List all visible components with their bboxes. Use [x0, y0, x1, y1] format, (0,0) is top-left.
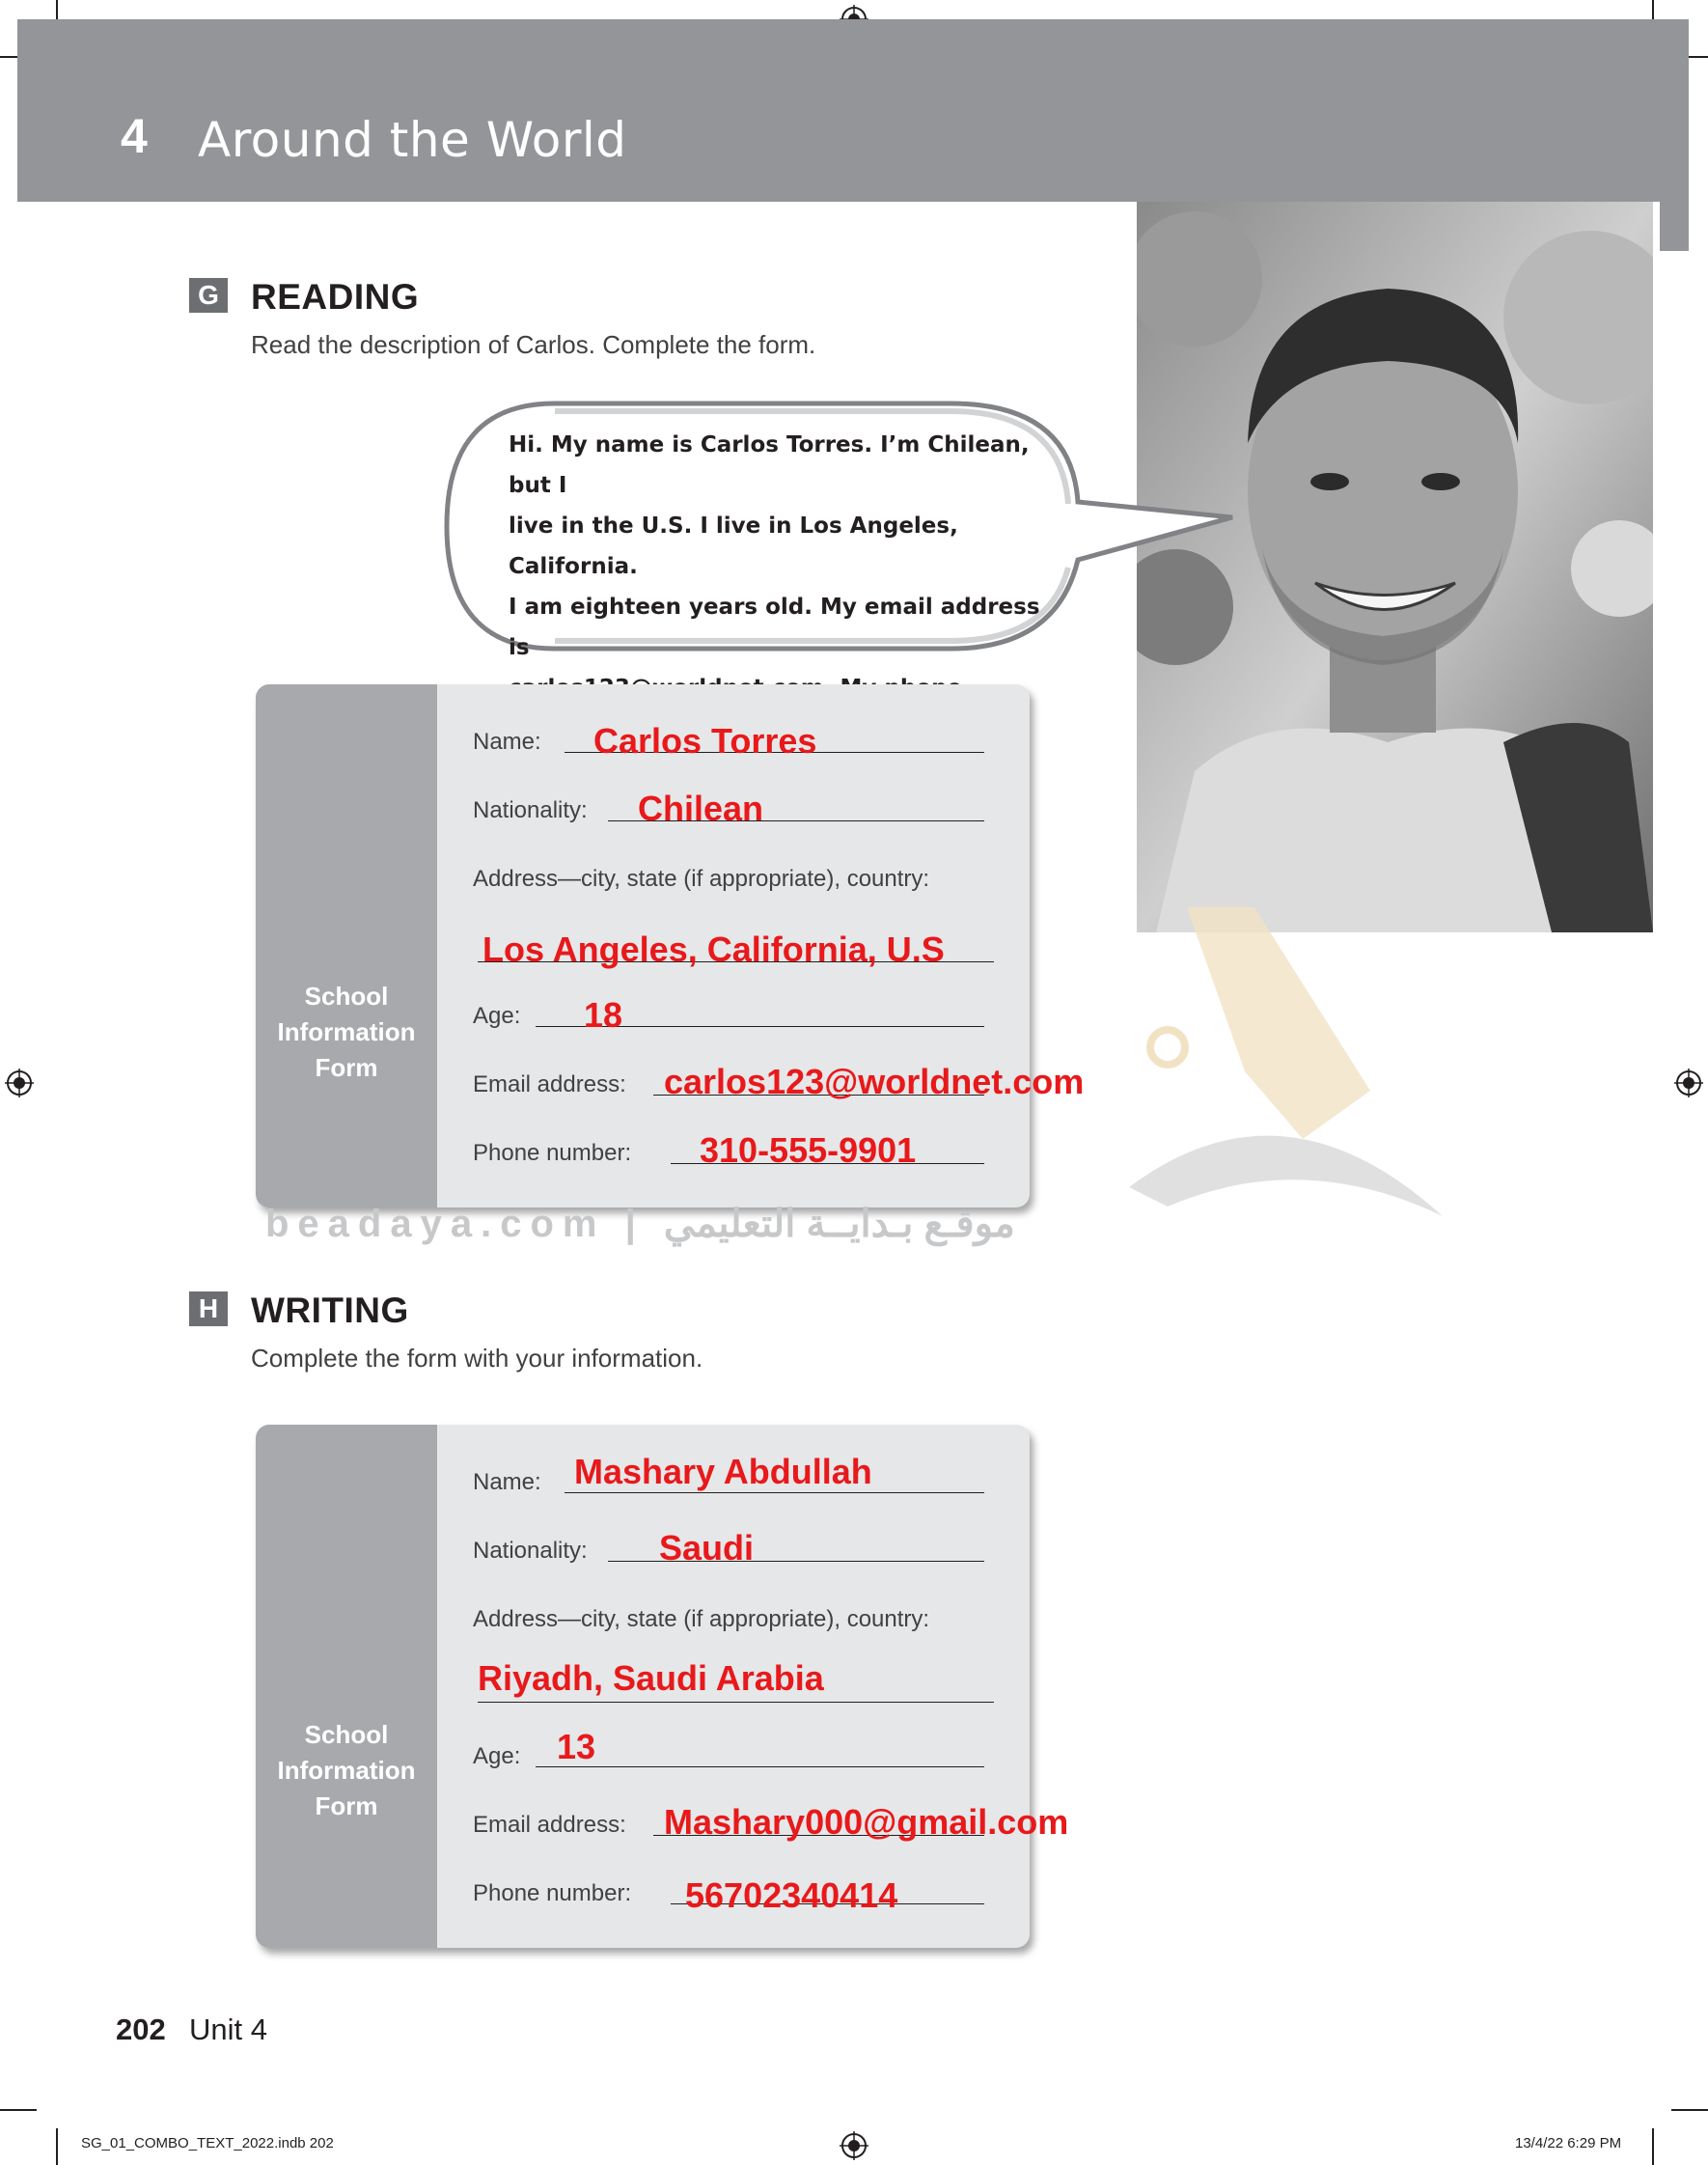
name-label: Name:	[473, 1469, 541, 1495]
address-label: Address—city, state (if appropriate), country:	[473, 1606, 930, 1632]
print-slug: SG_01_COMBO_TEXT_2022.indb 202	[81, 2135, 334, 2151]
reading-title: READING	[251, 277, 420, 317]
watermark-text: beadaya.com | موقـع بـدايــة التعليمي	[265, 1203, 1015, 1245]
age-label: Age:	[473, 1743, 521, 1769]
page-unit-label: Unit 4	[189, 2012, 267, 2046]
registration-mark-icon	[840, 2131, 868, 2160]
header-side-tab	[1660, 19, 1689, 251]
address-answer: Los Angeles, California, U.S	[482, 930, 945, 969]
registration-mark-icon	[5, 1069, 34, 1097]
side-label-line: School	[304, 982, 389, 1011]
side-label-line: Form	[315, 1053, 378, 1082]
page-number: 202	[116, 2012, 166, 2046]
registration-mark-icon	[1674, 1069, 1703, 1097]
writing-instruction: Complete the form with your information.	[251, 1344, 703, 1373]
crop-mark	[1652, 2128, 1654, 2165]
nationality-label: Nationality:	[473, 797, 588, 823]
address-answer: Riyadh, Saudi Arabia	[478, 1658, 824, 1698]
nationality-label: Nationality:	[473, 1538, 588, 1564]
unit-number: 4	[121, 109, 148, 163]
phone-label: Phone number:	[473, 1880, 632, 1906]
writing-school-form	[256, 1425, 1030, 1948]
bubble-line: I am eighteen years old. My email address is	[509, 595, 1040, 660]
email-label: Email address:	[473, 1812, 626, 1838]
side-label-line: Information	[277, 1756, 416, 1785]
crop-mark	[56, 2128, 58, 2165]
watermark-logo-icon	[1110, 898, 1457, 1245]
section-letter-g: G	[189, 278, 228, 313]
name-line[interactable]	[565, 1492, 984, 1493]
age-answer: 18	[584, 995, 623, 1035]
reading-school-form	[256, 684, 1030, 1207]
name-answer: Carlos Torres	[593, 721, 817, 761]
reading-instruction: Read the description of Carlos. Complete the form.	[251, 330, 816, 359]
age-answer: 13	[557, 1727, 596, 1766]
email-answer: Mashary000@gmail.com	[664, 1802, 1069, 1842]
form-side-label	[256, 1717, 437, 1824]
phone-answer: 310-555-9901	[700, 1130, 917, 1170]
age-line[interactable]	[536, 1766, 984, 1767]
email-label: Email address:	[473, 1071, 626, 1097]
bubble-line: live in the U.S. I live in Los Angeles, California.	[509, 513, 958, 579]
side-label-line: Form	[315, 1791, 378, 1820]
side-label-line: Information	[277, 1017, 416, 1046]
form-side-panel	[256, 684, 437, 1207]
email-answer: carlos123@worldnet.com	[664, 1062, 1085, 1101]
writing-title: WRITING	[251, 1291, 409, 1330]
nationality-answer: Saudi	[659, 1528, 755, 1568]
phone-label: Phone number:	[473, 1140, 632, 1166]
side-label-line: School	[304, 1720, 389, 1749]
address-line[interactable]	[478, 1702, 994, 1703]
name-label: Name:	[473, 729, 541, 755]
nationality-answer: Chilean	[638, 789, 764, 828]
crop-mark	[0, 2109, 37, 2111]
form-side-panel	[256, 1425, 437, 1948]
address-label: Address—city, state (if appropriate), country:	[473, 866, 930, 892]
unit-header	[17, 19, 1689, 202]
phone-answer: 56702340414	[685, 1875, 898, 1915]
crop-mark	[1671, 2109, 1708, 2111]
form-side-label	[256, 979, 437, 1086]
age-label: Age:	[473, 1003, 521, 1029]
section-letter-h: H	[189, 1291, 228, 1326]
unit-title: Around the World	[198, 112, 627, 168]
name-answer: Mashary Abdullah	[574, 1452, 872, 1491]
bubble-line: Hi. My name is Carlos Torres. I’m Chilean, but I	[509, 432, 1030, 498]
print-timestamp: 13/4/22 6:29 PM	[1515, 2135, 1622, 2151]
